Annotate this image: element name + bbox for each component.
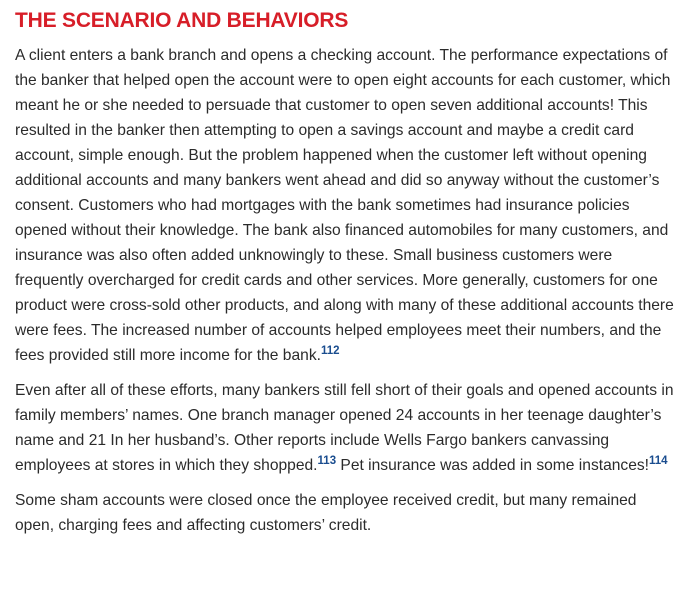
paragraph-scenario <box>15 43 675 368</box>
paragraph-text: A client enters a bank branch and opens a checking account. The performance expectations of the banker that helped open the account were to open eight accounts for each customer, which meant he or she needed to persuade that customer to open seven additional accounts! This resulted in the banker then attempting to open a savings account and maybe a credit card account, simple enough. But the problem happened when the customer left without opening additional accounts and many bankers went ahead and did so anyway without the customer’s consent. Customers who had mortgages with the bank sometimes had insurance policies opened without their knowledge. The bank also financed automobiles for many customers, and insurance was also often added unknowingly to these. Small business customers were frequently overcharged for credit cards and other services. More generally, customers for one product were cross-sold other products, and along with many of these additional accounts there were fees. The increased number of accounts helped employees meet their numbers, and the fees provided still more income for the bank. <box>15 47 674 364</box>
paragraph-text: Pet insurance was added in some instances! <box>336 457 650 474</box>
article-section <box>15 6 675 548</box>
footnote-ref-112[interactable]: 112 <box>320 345 340 357</box>
footnote-ref-114[interactable]: 114 <box>649 455 668 467</box>
paragraph-text: Even after all of these efforts, many bankers still fell short of their goals and opened accounts in family members’ names. One branch manager opened 24 accounts in her teenage daughter’s name and 21 In her husband’s. Other reports include Wells Fargo bankers canvassing employees at stores in which they shopped. <box>15 382 674 474</box>
footnote-ref-113[interactable]: 113 <box>317 455 337 467</box>
paragraph-sham-accounts <box>15 488 675 538</box>
paragraph-text: Some sham accounts were closed once the employee received credit, but many remained open, charging fees and affecting customers’ credit. <box>15 492 637 534</box>
paragraph-efforts <box>15 378 675 478</box>
section-heading: THE SCENARIO AND BEHAVIORS <box>15 9 349 32</box>
